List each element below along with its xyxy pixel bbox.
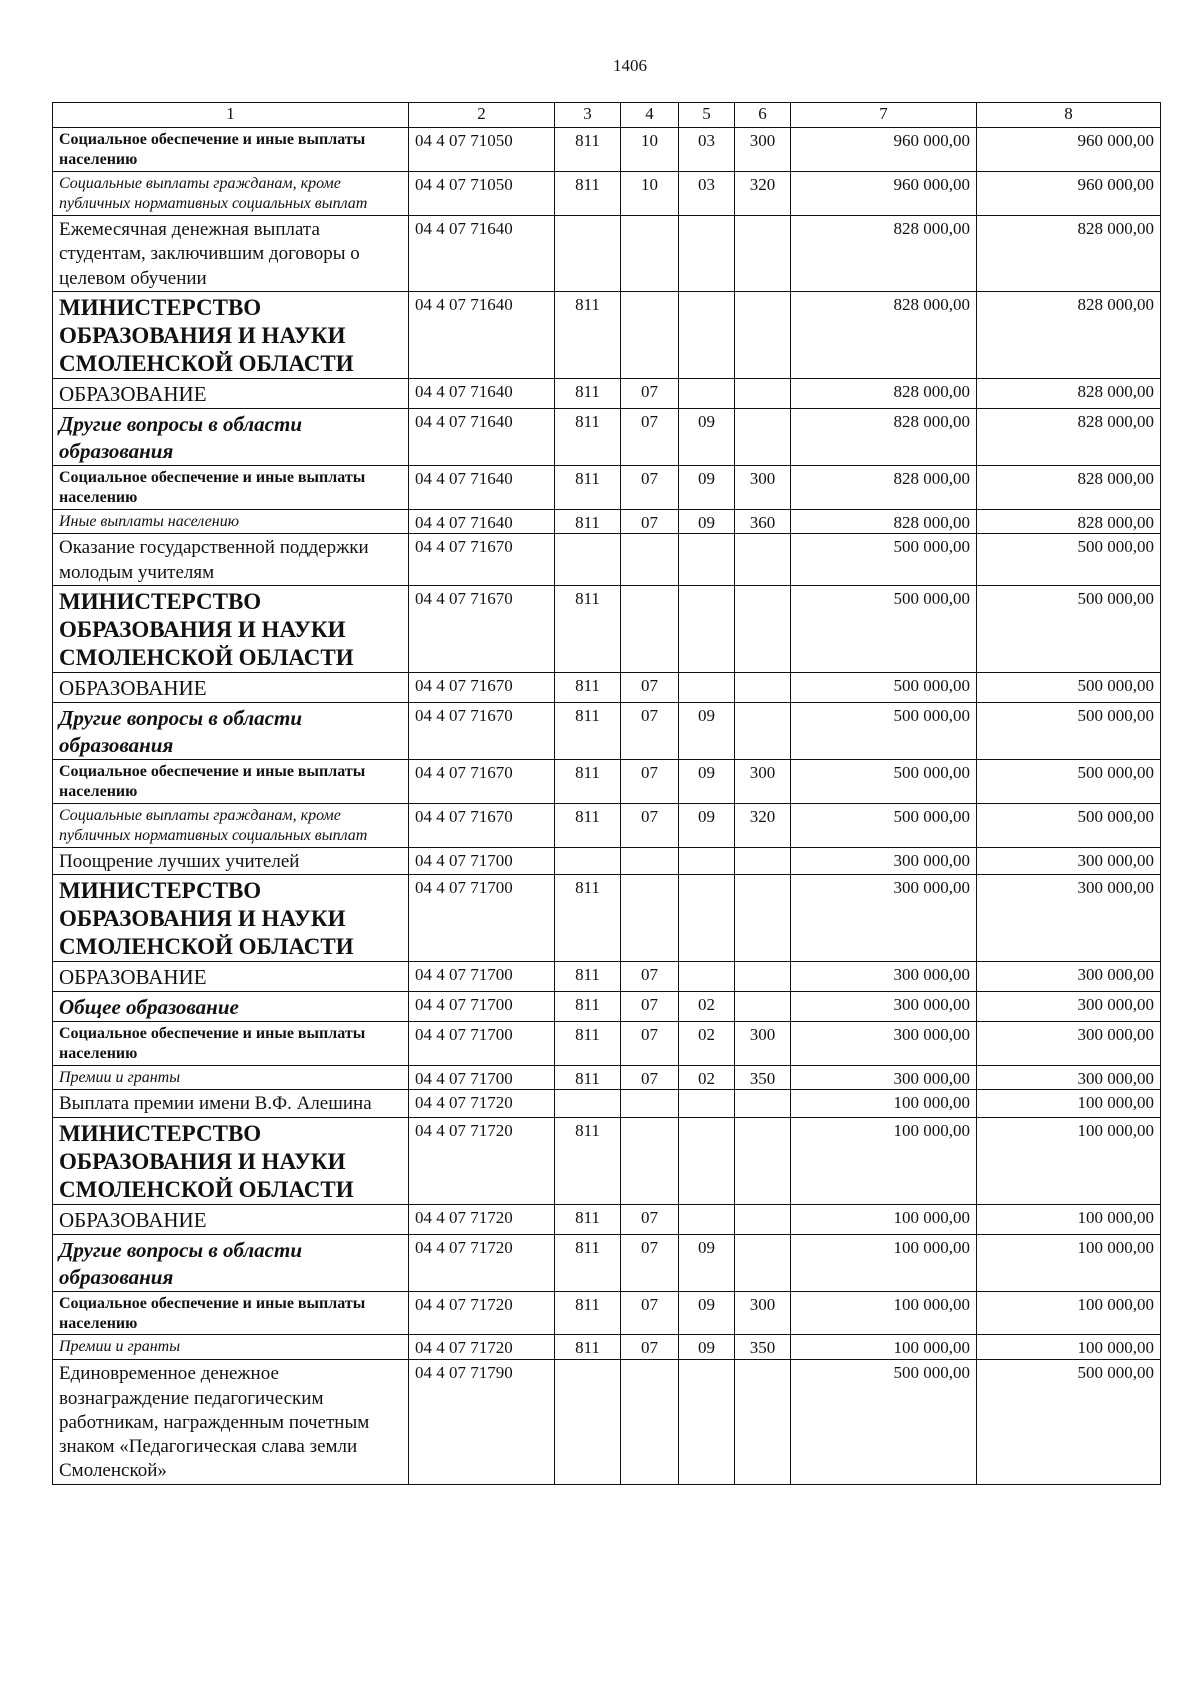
section-code bbox=[621, 1090, 679, 1117]
amount-year-1: 300 000,00 bbox=[791, 961, 977, 991]
table-row bbox=[53, 128, 1161, 172]
subsection-code bbox=[679, 1090, 735, 1117]
amount-year-1: 100 000,00 bbox=[791, 1291, 977, 1335]
expense-type-code bbox=[735, 378, 791, 408]
amount-year-1: 828 000,00 bbox=[791, 465, 977, 509]
amount-year-1: 100 000,00 bbox=[791, 1234, 977, 1291]
amount-year-1: 500 000,00 bbox=[791, 759, 977, 803]
target-article-code: 04 4 07 71720 bbox=[409, 1234, 555, 1291]
section-code: 07 bbox=[621, 1021, 679, 1065]
amount-year-1: 500 000,00 bbox=[791, 585, 977, 672]
target-article-code: 04 4 07 71670 bbox=[409, 702, 555, 759]
subsection-code bbox=[679, 215, 735, 291]
target-article-code: 04 4 07 71640 bbox=[409, 509, 555, 534]
expense-type-code bbox=[735, 1117, 791, 1204]
ministry-code: 811 bbox=[555, 408, 621, 465]
amount-year-2: 100 000,00 bbox=[977, 1234, 1161, 1291]
subsection-code bbox=[679, 1117, 735, 1204]
ministry-code: 811 bbox=[555, 759, 621, 803]
amount-year-1: 300 000,00 bbox=[791, 1021, 977, 1065]
table-row bbox=[53, 702, 1161, 759]
ministry-code: 811 bbox=[555, 874, 621, 961]
expense-type-code bbox=[735, 408, 791, 465]
subsection-code bbox=[679, 291, 735, 378]
subsection-code bbox=[679, 874, 735, 961]
section-code: 07 bbox=[621, 1335, 679, 1360]
table-row bbox=[53, 215, 1161, 291]
table-row bbox=[53, 509, 1161, 534]
target-article-code: 04 4 07 71670 bbox=[409, 585, 555, 672]
row-name-cell: Другие вопросы в области образования bbox=[53, 408, 409, 465]
amount-year-2: 100 000,00 bbox=[977, 1090, 1161, 1117]
amount-year-2: 300 000,00 bbox=[977, 874, 1161, 961]
row-name-cell: Премии и гранты bbox=[53, 1335, 409, 1360]
ministry-code: 811 bbox=[555, 961, 621, 991]
amount-year-2: 100 000,00 bbox=[977, 1204, 1161, 1234]
amount-year-1: 828 000,00 bbox=[791, 215, 977, 291]
amount-year-1: 300 000,00 bbox=[791, 1065, 977, 1090]
row-name-cell: МИНИСТЕРСТВО ОБРАЗОВАНИЯ И НАУКИ СМОЛЕНСКОЙ ОБЛАСТИ bbox=[53, 1117, 409, 1204]
ministry-code bbox=[555, 1090, 621, 1117]
column-header: 2 bbox=[409, 103, 555, 128]
row-name-cell: Единовременное денежное вознаграждение педагогическим работникам, награжденным почетным знаком «Педагогическая слава земли Смоленской» bbox=[53, 1360, 409, 1485]
column-header: 4 bbox=[621, 103, 679, 128]
row-name-cell: Другие вопросы в области образования bbox=[53, 1234, 409, 1291]
ministry-code bbox=[555, 847, 621, 874]
amount-year-1: 100 000,00 bbox=[791, 1090, 977, 1117]
section-code: 07 bbox=[621, 1234, 679, 1291]
target-article-code: 04 4 07 71670 bbox=[409, 534, 555, 586]
amount-year-2: 300 000,00 bbox=[977, 991, 1161, 1021]
amount-year-1: 828 000,00 bbox=[791, 408, 977, 465]
subsection-code bbox=[679, 1204, 735, 1234]
row-name-cell: Другие вопросы в области образования bbox=[53, 702, 409, 759]
amount-year-1: 828 000,00 bbox=[791, 509, 977, 534]
subsection-code bbox=[679, 673, 735, 703]
ministry-code: 811 bbox=[555, 1204, 621, 1234]
ministry-code bbox=[555, 215, 621, 291]
section-code bbox=[621, 1360, 679, 1485]
table-row bbox=[53, 585, 1161, 672]
target-article-code: 04 4 07 71720 bbox=[409, 1335, 555, 1360]
table-row bbox=[53, 673, 1161, 703]
target-article-code: 04 4 07 71640 bbox=[409, 215, 555, 291]
amount-year-2: 500 000,00 bbox=[977, 759, 1161, 803]
amount-year-2: 500 000,00 bbox=[977, 673, 1161, 703]
amount-year-1: 500 000,00 bbox=[791, 673, 977, 703]
amount-year-2: 500 000,00 bbox=[977, 585, 1161, 672]
table-row bbox=[53, 171, 1161, 215]
ministry-code: 811 bbox=[555, 291, 621, 378]
table-row bbox=[53, 1291, 1161, 1335]
section-code: 07 bbox=[621, 803, 679, 847]
subsection-code: 02 bbox=[679, 991, 735, 1021]
row-name-cell: ОБРАЗОВАНИЕ bbox=[53, 961, 409, 991]
column-header: 7 bbox=[791, 103, 977, 128]
ministry-code: 811 bbox=[555, 378, 621, 408]
target-article-code: 04 4 07 71050 bbox=[409, 128, 555, 172]
ministry-code: 811 bbox=[555, 1117, 621, 1204]
ministry-code: 811 bbox=[555, 171, 621, 215]
amount-year-1: 828 000,00 bbox=[791, 291, 977, 378]
table-row bbox=[53, 291, 1161, 378]
expense-type-code: 360 bbox=[735, 509, 791, 534]
subsection-code bbox=[679, 961, 735, 991]
subsection-code: 09 bbox=[679, 1291, 735, 1335]
row-name-cell: Социальные выплаты гражданам, кроме публичных нормативных социальных выплат bbox=[53, 803, 409, 847]
amount-year-1: 300 000,00 bbox=[791, 874, 977, 961]
ministry-code: 811 bbox=[555, 1065, 621, 1090]
target-article-code: 04 4 07 71700 bbox=[409, 874, 555, 961]
section-code: 07 bbox=[621, 702, 679, 759]
row-name-cell: МИНИСТЕРСТВО ОБРАЗОВАНИЯ И НАУКИ СМОЛЕНСКОЙ ОБЛАСТИ bbox=[53, 874, 409, 961]
ministry-code: 811 bbox=[555, 673, 621, 703]
target-article-code: 04 4 07 71720 bbox=[409, 1291, 555, 1335]
target-article-code: 04 4 07 71640 bbox=[409, 465, 555, 509]
ministry-code: 811 bbox=[555, 1234, 621, 1291]
section-code: 10 bbox=[621, 171, 679, 215]
expense-type-code bbox=[735, 1090, 791, 1117]
budget-table bbox=[52, 102, 1161, 1485]
column-header-row bbox=[53, 103, 1161, 128]
subsection-code: 02 bbox=[679, 1065, 735, 1090]
subsection-code: 09 bbox=[679, 465, 735, 509]
target-article-code: 04 4 07 71720 bbox=[409, 1090, 555, 1117]
ministry-code: 811 bbox=[555, 1021, 621, 1065]
column-header: 6 bbox=[735, 103, 791, 128]
row-name-cell: МИНИСТЕРСТВО ОБРАЗОВАНИЯ И НАУКИ СМОЛЕНСКОЙ ОБЛАСТИ bbox=[53, 291, 409, 378]
table-row bbox=[53, 1090, 1161, 1117]
amount-year-2: 828 000,00 bbox=[977, 408, 1161, 465]
target-article-code: 04 4 07 71720 bbox=[409, 1204, 555, 1234]
row-name-cell: ОБРАЗОВАНИЕ bbox=[53, 1204, 409, 1234]
subsection-code: 03 bbox=[679, 171, 735, 215]
expense-type-code bbox=[735, 847, 791, 874]
target-article-code: 04 4 07 71700 bbox=[409, 991, 555, 1021]
target-article-code: 04 4 07 71640 bbox=[409, 378, 555, 408]
row-name-cell: Социальное обеспечение и иные выплаты населению bbox=[53, 1021, 409, 1065]
ministry-code: 811 bbox=[555, 1335, 621, 1360]
ministry-code: 811 bbox=[555, 803, 621, 847]
row-name-cell: Поощрение лучших учителей bbox=[53, 847, 409, 874]
section-code: 07 bbox=[621, 1204, 679, 1234]
row-name-cell: Общее образование bbox=[53, 991, 409, 1021]
ministry-code: 811 bbox=[555, 128, 621, 172]
amount-year-1: 500 000,00 bbox=[791, 1360, 977, 1485]
subsection-code: 09 bbox=[679, 803, 735, 847]
ministry-code: 811 bbox=[555, 509, 621, 534]
section-code: 07 bbox=[621, 408, 679, 465]
expense-type-code: 320 bbox=[735, 803, 791, 847]
table-row bbox=[53, 961, 1161, 991]
amount-year-1: 960 000,00 bbox=[791, 128, 977, 172]
expense-type-code bbox=[735, 702, 791, 759]
subsection-code: 09 bbox=[679, 1234, 735, 1291]
target-article-code: 04 4 07 71050 bbox=[409, 171, 555, 215]
target-article-code: 04 4 07 71700 bbox=[409, 961, 555, 991]
subsection-code: 09 bbox=[679, 759, 735, 803]
amount-year-1: 300 000,00 bbox=[791, 847, 977, 874]
amount-year-2: 828 000,00 bbox=[977, 215, 1161, 291]
amount-year-1: 100 000,00 bbox=[791, 1117, 977, 1204]
ministry-code: 811 bbox=[555, 465, 621, 509]
section-code: 07 bbox=[621, 465, 679, 509]
amount-year-2: 100 000,00 bbox=[977, 1335, 1161, 1360]
table-row bbox=[53, 1065, 1161, 1090]
table-row bbox=[53, 408, 1161, 465]
table-row bbox=[53, 1360, 1161, 1485]
expense-type-code: 300 bbox=[735, 759, 791, 803]
expense-type-code: 350 bbox=[735, 1335, 791, 1360]
expense-type-code: 320 bbox=[735, 171, 791, 215]
amount-year-2: 300 000,00 bbox=[977, 961, 1161, 991]
subsection-code bbox=[679, 1360, 735, 1485]
subsection-code: 09 bbox=[679, 509, 735, 534]
subsection-code bbox=[679, 378, 735, 408]
column-header: 1 bbox=[53, 103, 409, 128]
ministry-code: 811 bbox=[555, 585, 621, 672]
expense-type-code: 300 bbox=[735, 1291, 791, 1335]
row-name-cell: Премии и гранты bbox=[53, 1065, 409, 1090]
ministry-code bbox=[555, 534, 621, 586]
subsection-code: 09 bbox=[679, 408, 735, 465]
expense-type-code bbox=[735, 215, 791, 291]
section-code bbox=[621, 847, 679, 874]
section-code bbox=[621, 585, 679, 672]
row-name-cell: ОБРАЗОВАНИЕ bbox=[53, 673, 409, 703]
section-code bbox=[621, 1117, 679, 1204]
section-code: 07 bbox=[621, 961, 679, 991]
expense-type-code bbox=[735, 534, 791, 586]
amount-year-2: 828 000,00 bbox=[977, 465, 1161, 509]
target-article-code: 04 4 07 71790 bbox=[409, 1360, 555, 1485]
ministry-code: 811 bbox=[555, 991, 621, 1021]
subsection-code bbox=[679, 585, 735, 672]
amount-year-1: 500 000,00 bbox=[791, 803, 977, 847]
target-article-code: 04 4 07 71640 bbox=[409, 291, 555, 378]
amount-year-1: 100 000,00 bbox=[791, 1204, 977, 1234]
section-code: 07 bbox=[621, 378, 679, 408]
amount-year-1: 100 000,00 bbox=[791, 1335, 977, 1360]
amount-year-2: 828 000,00 bbox=[977, 291, 1161, 378]
expense-type-code: 350 bbox=[735, 1065, 791, 1090]
amount-year-2: 500 000,00 bbox=[977, 803, 1161, 847]
subsection-code: 02 bbox=[679, 1021, 735, 1065]
row-name-cell: Социальное обеспечение и иные выплаты населению bbox=[53, 1291, 409, 1335]
table-row bbox=[53, 1234, 1161, 1291]
amount-year-1: 300 000,00 bbox=[791, 991, 977, 1021]
section-code: 07 bbox=[621, 673, 679, 703]
section-code: 07 bbox=[621, 509, 679, 534]
table-row bbox=[53, 465, 1161, 509]
section-code: 07 bbox=[621, 991, 679, 1021]
expense-type-code: 300 bbox=[735, 1021, 791, 1065]
expense-type-code bbox=[735, 585, 791, 672]
expense-type-code bbox=[735, 1234, 791, 1291]
target-article-code: 04 4 07 71700 bbox=[409, 1021, 555, 1065]
expense-type-code bbox=[735, 874, 791, 961]
expense-type-code bbox=[735, 1204, 791, 1234]
table-row bbox=[53, 534, 1161, 586]
ministry-code bbox=[555, 1360, 621, 1485]
section-code: 10 bbox=[621, 128, 679, 172]
expense-type-code bbox=[735, 291, 791, 378]
target-article-code: 04 4 07 71670 bbox=[409, 803, 555, 847]
section-code bbox=[621, 874, 679, 961]
subsection-code bbox=[679, 847, 735, 874]
column-header: 3 bbox=[555, 103, 621, 128]
target-article-code: 04 4 07 71700 bbox=[409, 847, 555, 874]
row-name-cell: Выплата премии имени В.Ф. Алешина bbox=[53, 1090, 409, 1117]
amount-year-2: 500 000,00 bbox=[977, 702, 1161, 759]
row-name-cell: Оказание государственной поддержки молодым учителям bbox=[53, 534, 409, 586]
amount-year-2: 300 000,00 bbox=[977, 1021, 1161, 1065]
ministry-code: 811 bbox=[555, 1291, 621, 1335]
row-name-cell: МИНИСТЕРСТВО ОБРАЗОВАНИЯ И НАУКИ СМОЛЕНСКОЙ ОБЛАСТИ bbox=[53, 585, 409, 672]
section-code bbox=[621, 215, 679, 291]
amount-year-2: 300 000,00 bbox=[977, 847, 1161, 874]
amount-year-2: 300 000,00 bbox=[977, 1065, 1161, 1090]
amount-year-2: 500 000,00 bbox=[977, 1360, 1161, 1485]
subsection-code: 09 bbox=[679, 702, 735, 759]
table-row bbox=[53, 1204, 1161, 1234]
page-number: 1406 bbox=[613, 56, 647, 75]
table-row bbox=[53, 874, 1161, 961]
section-code: 07 bbox=[621, 759, 679, 803]
target-article-code: 04 4 07 71640 bbox=[409, 408, 555, 465]
target-article-code: 04 4 07 71670 bbox=[409, 673, 555, 703]
row-name-cell: Социальное обеспечение и иные выплаты населению bbox=[53, 128, 409, 172]
table-row bbox=[53, 1335, 1161, 1360]
row-name-cell: Социальное обеспечение и иные выплаты населению bbox=[53, 759, 409, 803]
target-article-code: 04 4 07 71720 bbox=[409, 1117, 555, 1204]
amount-year-2: 960 000,00 bbox=[977, 171, 1161, 215]
table-row bbox=[53, 803, 1161, 847]
row-name-cell: Иные выплаты населению bbox=[53, 509, 409, 534]
amount-year-1: 500 000,00 bbox=[791, 534, 977, 586]
row-name-cell: ОБРАЗОВАНИЕ bbox=[53, 378, 409, 408]
section-code: 07 bbox=[621, 1065, 679, 1090]
amount-year-2: 960 000,00 bbox=[977, 128, 1161, 172]
section-code bbox=[621, 534, 679, 586]
amount-year-2: 828 000,00 bbox=[977, 509, 1161, 534]
expense-type-code bbox=[735, 1360, 791, 1485]
row-name-cell: Ежемесячная денежная выплата студентам, заключившим договоры о целевом обучении bbox=[53, 215, 409, 291]
table-body bbox=[53, 103, 1161, 1485]
expense-type-code bbox=[735, 673, 791, 703]
section-code: 07 bbox=[621, 1291, 679, 1335]
target-article-code: 04 4 07 71700 bbox=[409, 1065, 555, 1090]
target-article-code: 04 4 07 71670 bbox=[409, 759, 555, 803]
section-code bbox=[621, 291, 679, 378]
expense-type-code: 300 bbox=[735, 128, 791, 172]
subsection-code: 09 bbox=[679, 1335, 735, 1360]
table-row bbox=[53, 759, 1161, 803]
table-row bbox=[53, 1117, 1161, 1204]
table-row bbox=[53, 1021, 1161, 1065]
subsection-code: 03 bbox=[679, 128, 735, 172]
subsection-code bbox=[679, 534, 735, 586]
table-row bbox=[53, 378, 1161, 408]
row-name-cell: Социальное обеспечение и иные выплаты населению bbox=[53, 465, 409, 509]
column-header: 5 bbox=[679, 103, 735, 128]
amount-year-2: 100 000,00 bbox=[977, 1117, 1161, 1204]
table-row bbox=[53, 847, 1161, 874]
expense-type-code: 300 bbox=[735, 465, 791, 509]
amount-year-1: 828 000,00 bbox=[791, 378, 977, 408]
amount-year-1: 500 000,00 bbox=[791, 702, 977, 759]
amount-year-2: 500 000,00 bbox=[977, 534, 1161, 586]
ministry-code: 811 bbox=[555, 702, 621, 759]
column-header: 8 bbox=[977, 103, 1161, 128]
expense-type-code bbox=[735, 991, 791, 1021]
amount-year-2: 828 000,00 bbox=[977, 378, 1161, 408]
table-row bbox=[53, 991, 1161, 1021]
amount-year-1: 960 000,00 bbox=[791, 171, 977, 215]
expense-type-code bbox=[735, 961, 791, 991]
amount-year-2: 100 000,00 bbox=[977, 1291, 1161, 1335]
row-name-cell: Социальные выплаты гражданам, кроме публичных нормативных социальных выплат bbox=[53, 171, 409, 215]
